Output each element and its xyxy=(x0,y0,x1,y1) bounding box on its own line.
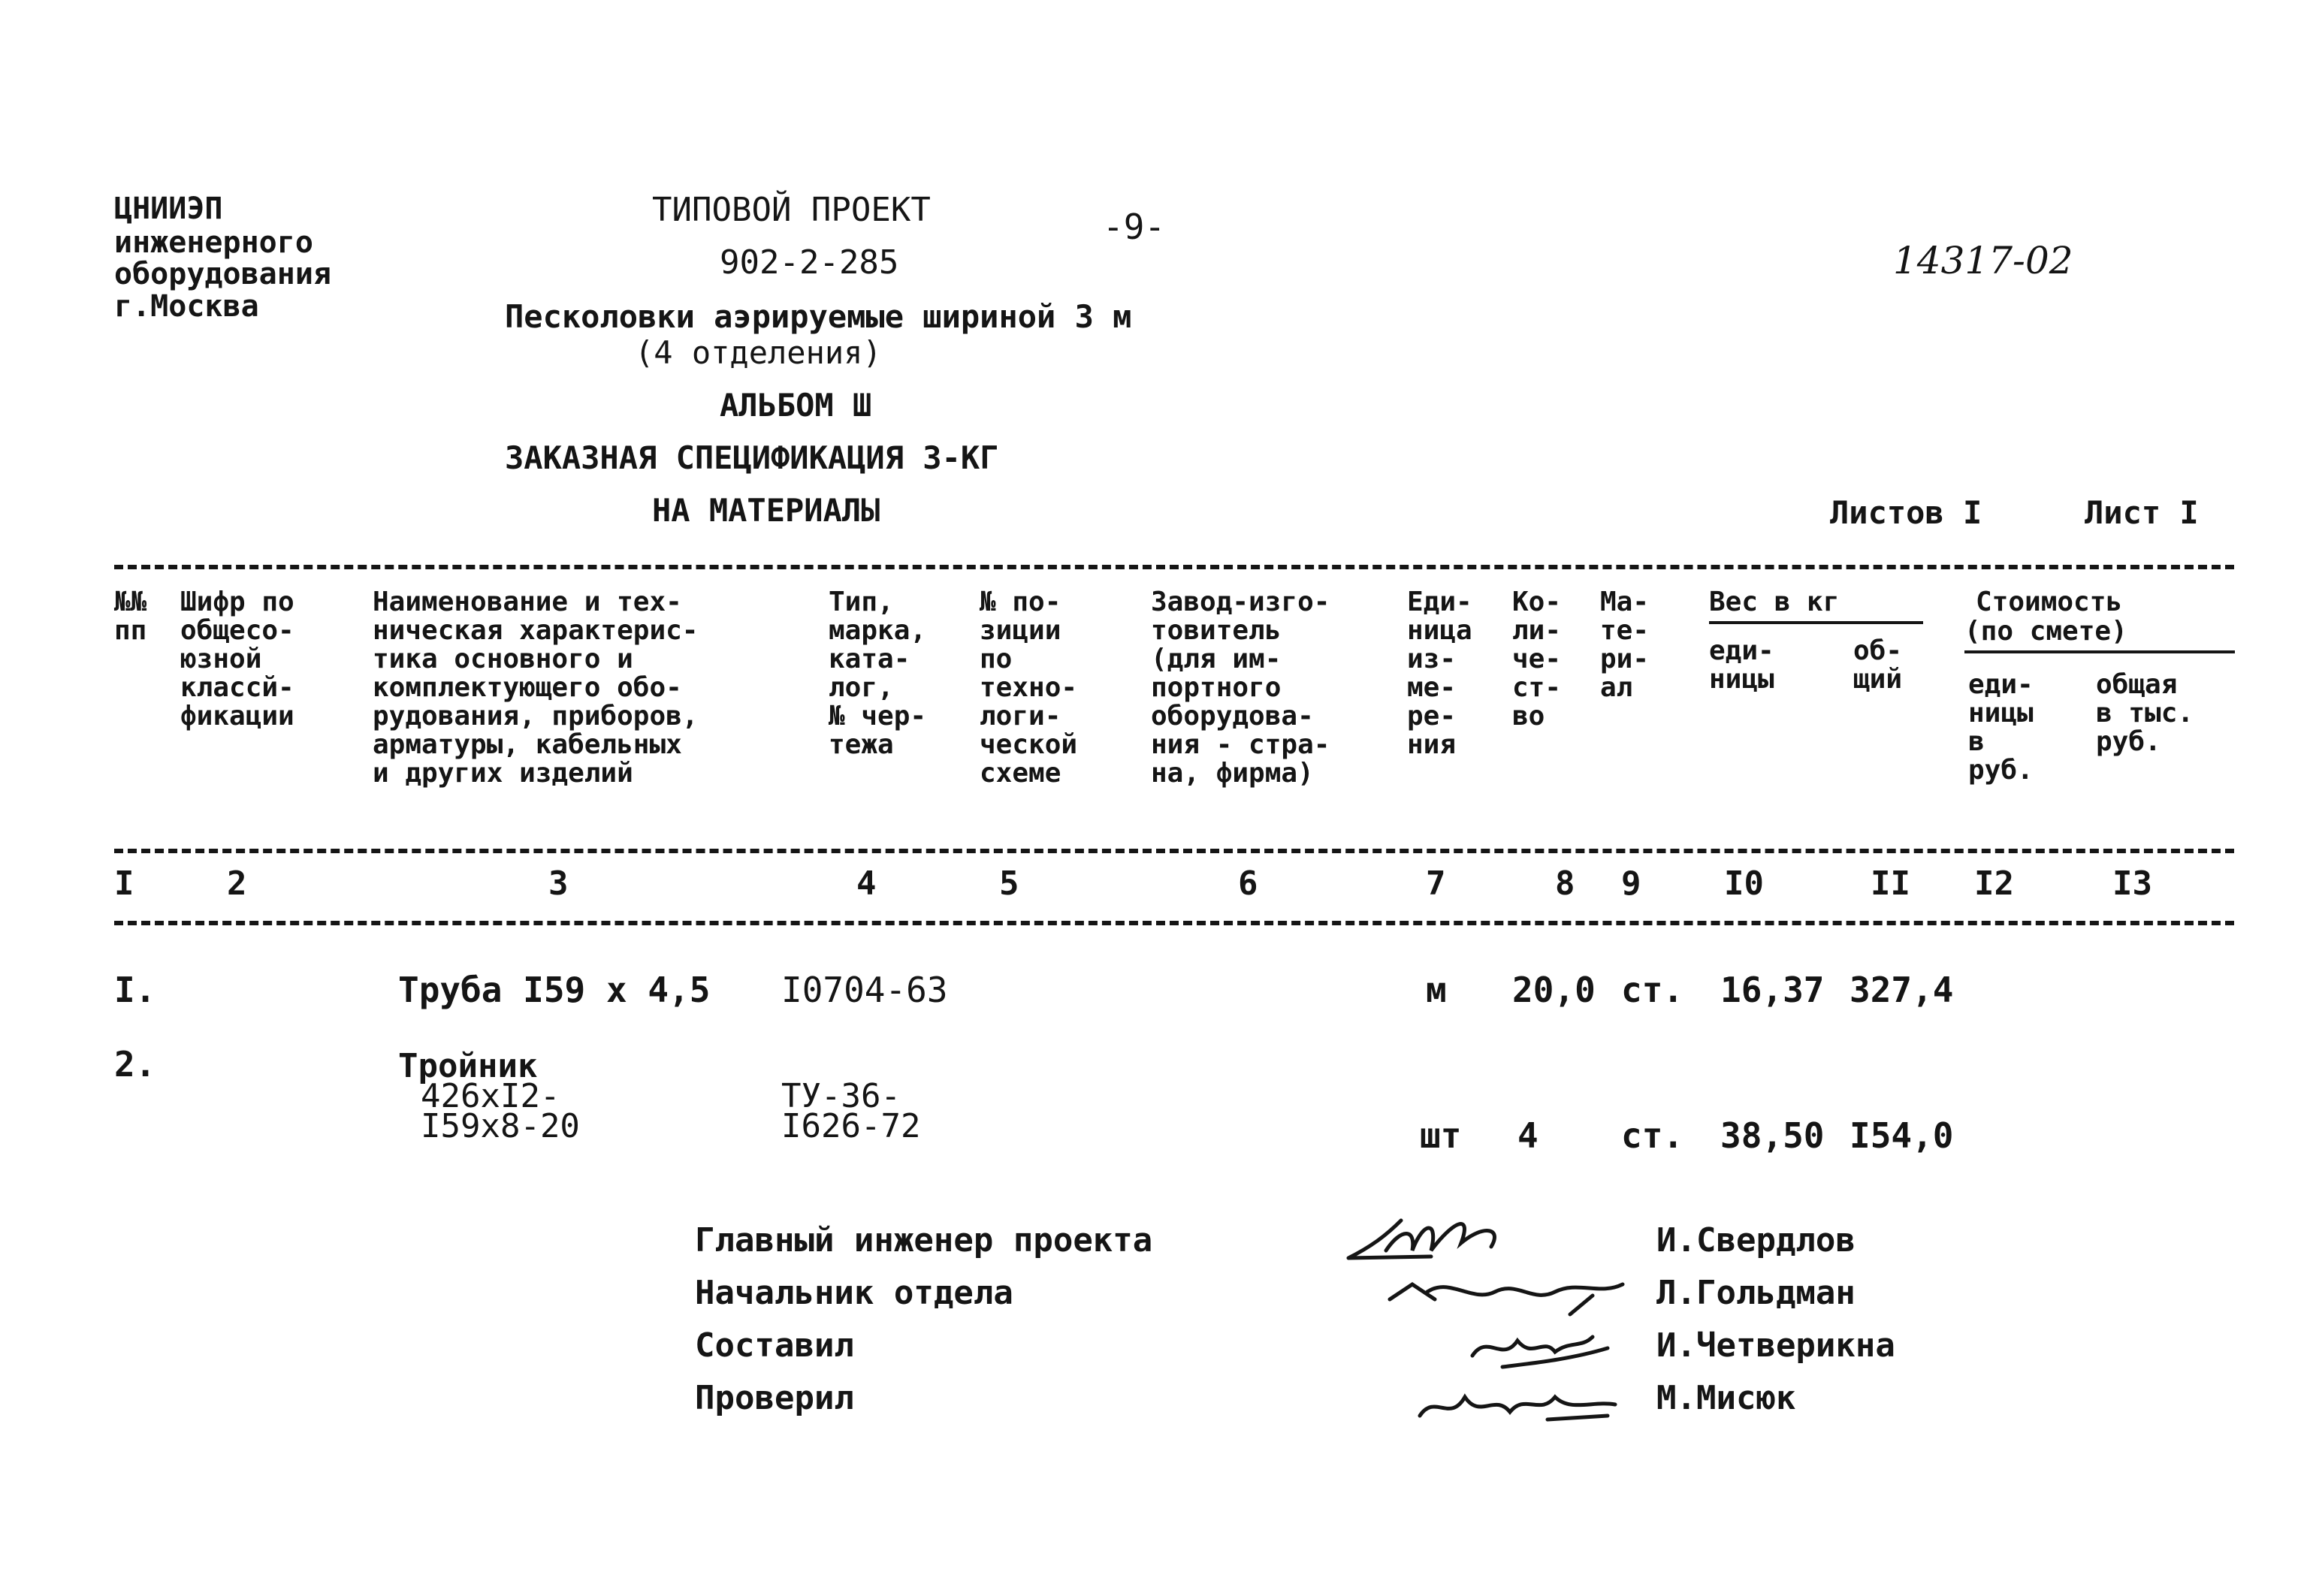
col-header-6-line: оборудова- xyxy=(1151,701,1314,732)
cost-unit-header-line: еди- xyxy=(1968,669,2034,700)
col-header-9-line: ри- xyxy=(1600,644,1650,674)
col-header-8-line: Ко- xyxy=(1512,587,1562,617)
col-header-4-line: № чер- xyxy=(829,701,927,732)
col-header-7-line: Еди- xyxy=(1407,587,1472,617)
col-header-6-line: товитель xyxy=(1151,615,1282,646)
col-header-7-line: ме- xyxy=(1407,672,1457,703)
row-number: 2. xyxy=(114,1044,156,1085)
title-line-2: (4 отделения) xyxy=(635,334,882,371)
col-header-1-line: пп xyxy=(114,615,147,646)
project-number: 902-2-285 xyxy=(720,243,899,282)
row-number: I. xyxy=(114,970,156,1010)
col-header-5-line: логи- xyxy=(980,701,1061,732)
col-header-6-line: Завод-изго- xyxy=(1151,587,1330,617)
cost-total-header-line: общая xyxy=(2096,669,2178,700)
signature-role: Главный инженер проекта xyxy=(695,1221,1153,1260)
col-number: 9 xyxy=(1621,864,1641,903)
col-header-4-line: тежа xyxy=(829,729,894,760)
org-line-2: инженерного xyxy=(114,225,313,260)
col-header-5 xyxy=(980,588,1077,788)
col-number: 6 xyxy=(1238,864,1258,903)
org-line-3: оборудования xyxy=(114,257,331,291)
col-header-4-line: лог, xyxy=(829,672,894,703)
cost-total-header-line: руб. xyxy=(2096,726,2161,757)
col-number: I3 xyxy=(2112,864,2152,903)
col-header-6-line: на, фирма) xyxy=(1151,758,1314,789)
col-number: I xyxy=(114,864,134,903)
weight-unit-header-line: ницы xyxy=(1709,664,1774,695)
col-header-2-line: юзной xyxy=(180,644,262,674)
col-header-8-line: во xyxy=(1512,701,1545,732)
cost-header-title: Стоимость xyxy=(1976,587,2123,617)
weight-unit-header-line: еди- xyxy=(1709,635,1774,666)
col-header-7-line: ре- xyxy=(1407,701,1457,732)
weight-unit-header xyxy=(1709,637,1774,694)
numbers-top-rule xyxy=(114,849,2234,853)
row-name: Тройник xyxy=(398,1047,538,1085)
weight-total-header-line: щий xyxy=(1853,664,1903,695)
col-header-3-line: ническая характерис- xyxy=(373,615,699,646)
handwritten-signature-1 xyxy=(1341,1205,1566,1266)
row-material: ст. xyxy=(1621,1115,1684,1156)
col-number: 5 xyxy=(999,864,1019,903)
sheet-number: Лист I xyxy=(2085,494,2199,531)
weight-total-header xyxy=(1853,637,1902,694)
col-header-7 xyxy=(1407,588,1472,759)
album-label: АЛЬБОМ Ш xyxy=(720,387,872,424)
col-header-4-line: Тип, xyxy=(829,587,894,617)
signature-role: Составил xyxy=(695,1326,854,1365)
sheets-total: Листов I xyxy=(1830,494,1982,531)
col-header-6 xyxy=(1151,588,1330,788)
col-header-9 xyxy=(1600,588,1649,702)
col-number: 4 xyxy=(856,864,877,903)
col-number: 2 xyxy=(227,864,247,903)
col-header-8-line: че- xyxy=(1512,644,1562,674)
col-header-2-line: Шифр по xyxy=(180,587,294,617)
row-type: I626-72 xyxy=(781,1107,921,1145)
row-unit: м xyxy=(1426,970,1447,1010)
weight-header-title: Вес в кг xyxy=(1709,587,1840,617)
row-name: Труба I59 x 4,5 xyxy=(398,970,711,1010)
row-type: I0704-63 xyxy=(781,970,948,1010)
col-header-2-line: общесо- xyxy=(180,615,294,646)
org-line-1: ЦНИИЭП xyxy=(114,192,223,226)
numbers-bottom-rule xyxy=(114,921,2234,925)
row-unit: шт xyxy=(1420,1115,1462,1156)
col-header-9-line: Ма- xyxy=(1600,587,1650,617)
col-header-4 xyxy=(829,588,926,759)
col-header-5-line: зиции xyxy=(980,615,1061,646)
col-header-2 xyxy=(180,588,294,731)
table-top-rule xyxy=(114,565,2234,569)
signature-name: М.Мисюк xyxy=(1656,1379,1796,1417)
col-header-3-line: комплектующего обо- xyxy=(373,672,682,703)
col-header-5-line: по xyxy=(980,644,1013,674)
row-weight-unit: 16,37 xyxy=(1720,970,1825,1010)
col-header-3-line: и других изделий xyxy=(373,758,633,789)
spec-line-1: ЗАКАЗНАЯ СПЕЦИФИКАЦИЯ 3-КГ xyxy=(505,439,999,476)
col-header-8 xyxy=(1512,588,1561,731)
col-header-3-line: арматуры, кабельных xyxy=(373,729,682,760)
col-header-1-line: №№ xyxy=(114,587,147,617)
page-number: -9- xyxy=(1103,207,1166,247)
col-header-6-line: (для им- xyxy=(1151,644,1282,674)
row-name: I59x8-20 xyxy=(421,1107,580,1145)
handwritten-signature-3 xyxy=(1457,1318,1623,1378)
title-line-1: Песколовки аэрируемые шириной 3 м xyxy=(505,298,1132,335)
row-weight-total: I54,0 xyxy=(1850,1115,1954,1156)
org-line-4: г.Москва xyxy=(114,289,259,324)
row-type: ТУ-36- xyxy=(781,1077,901,1115)
col-header-3 xyxy=(373,588,698,788)
weight-total-header-line: об- xyxy=(1853,635,1903,666)
col-header-6-line: ния - стра- xyxy=(1151,729,1330,760)
cost-unit-header xyxy=(1968,671,2034,785)
row-weight-unit: 38,50 xyxy=(1720,1115,1825,1156)
signature-name: И.Четверикна xyxy=(1656,1326,1895,1365)
col-header-5-line: № по- xyxy=(980,587,1061,617)
project-label: ТИПОВОЙ ПРОЕКТ xyxy=(652,191,931,229)
cost-header-subtitle: (по смете) xyxy=(1964,616,2127,647)
col-header-3-line: тика основного и xyxy=(373,644,633,674)
col-header-1 xyxy=(114,588,146,645)
cost-unit-header-line: ницы xyxy=(1968,698,2034,729)
col-header-3-line: рудования, приборов, xyxy=(373,701,699,732)
col-header-7-line: ница xyxy=(1407,615,1472,646)
handwritten-signature-4 xyxy=(1412,1371,1638,1431)
col-header-6-line: портного xyxy=(1151,672,1282,703)
col-header-5-line: схеме xyxy=(980,758,1061,789)
col-number: II xyxy=(1871,864,1910,903)
col-header-4-line: марка, xyxy=(829,615,927,646)
col-header-5-line: ческой xyxy=(980,729,1078,760)
col-header-7-line: из- xyxy=(1407,644,1457,674)
row-material: ст. xyxy=(1621,970,1684,1010)
signature-role: Начальник отдела xyxy=(695,1274,1013,1312)
col-header-5-line: техно- xyxy=(980,672,1078,703)
col-header-9-line: те- xyxy=(1600,615,1650,646)
col-number: I0 xyxy=(1724,864,1764,903)
row-name: 426xI2- xyxy=(421,1077,560,1115)
col-number: 3 xyxy=(548,864,569,903)
cost-total-header xyxy=(2096,671,2194,756)
col-header-8-line: ст- xyxy=(1512,672,1562,703)
row-quantity: 4 xyxy=(1517,1115,1539,1156)
col-header-2-line: классй- xyxy=(180,672,294,703)
col-header-4-line: ката- xyxy=(829,644,910,674)
handwritten-signature-2 xyxy=(1382,1262,1653,1322)
spec-line-2: НА МАТЕРИАЛЫ xyxy=(652,492,880,529)
col-header-2-line: фикации xyxy=(180,701,294,732)
col-number: 7 xyxy=(1426,864,1446,903)
col-header-8-line: ли- xyxy=(1512,615,1562,646)
cost-total-header-line: в тыс. xyxy=(2096,698,2194,729)
signature-name: И.Свердлов xyxy=(1656,1221,1856,1260)
cost-unit-header-line: руб. xyxy=(1968,755,2034,786)
col-header-3-line: Наименование и тех- xyxy=(373,587,682,617)
doc-code: 14317-02 xyxy=(1893,239,2073,282)
cost-header-underline xyxy=(1964,650,2235,653)
col-number: 8 xyxy=(1555,864,1575,903)
row-quantity: 20,0 xyxy=(1512,970,1596,1010)
col-header-7-line: ния xyxy=(1407,729,1457,760)
signature-role: Проверил xyxy=(695,1379,854,1417)
signature-name: Л.Гольдман xyxy=(1656,1274,1856,1312)
cost-unit-header-line: в xyxy=(1968,726,1985,757)
col-number: I2 xyxy=(1974,864,2014,903)
weight-header-underline xyxy=(1709,621,1923,624)
row-weight-total: 327,4 xyxy=(1850,970,1954,1010)
col-header-9-line: ал xyxy=(1600,672,1633,703)
